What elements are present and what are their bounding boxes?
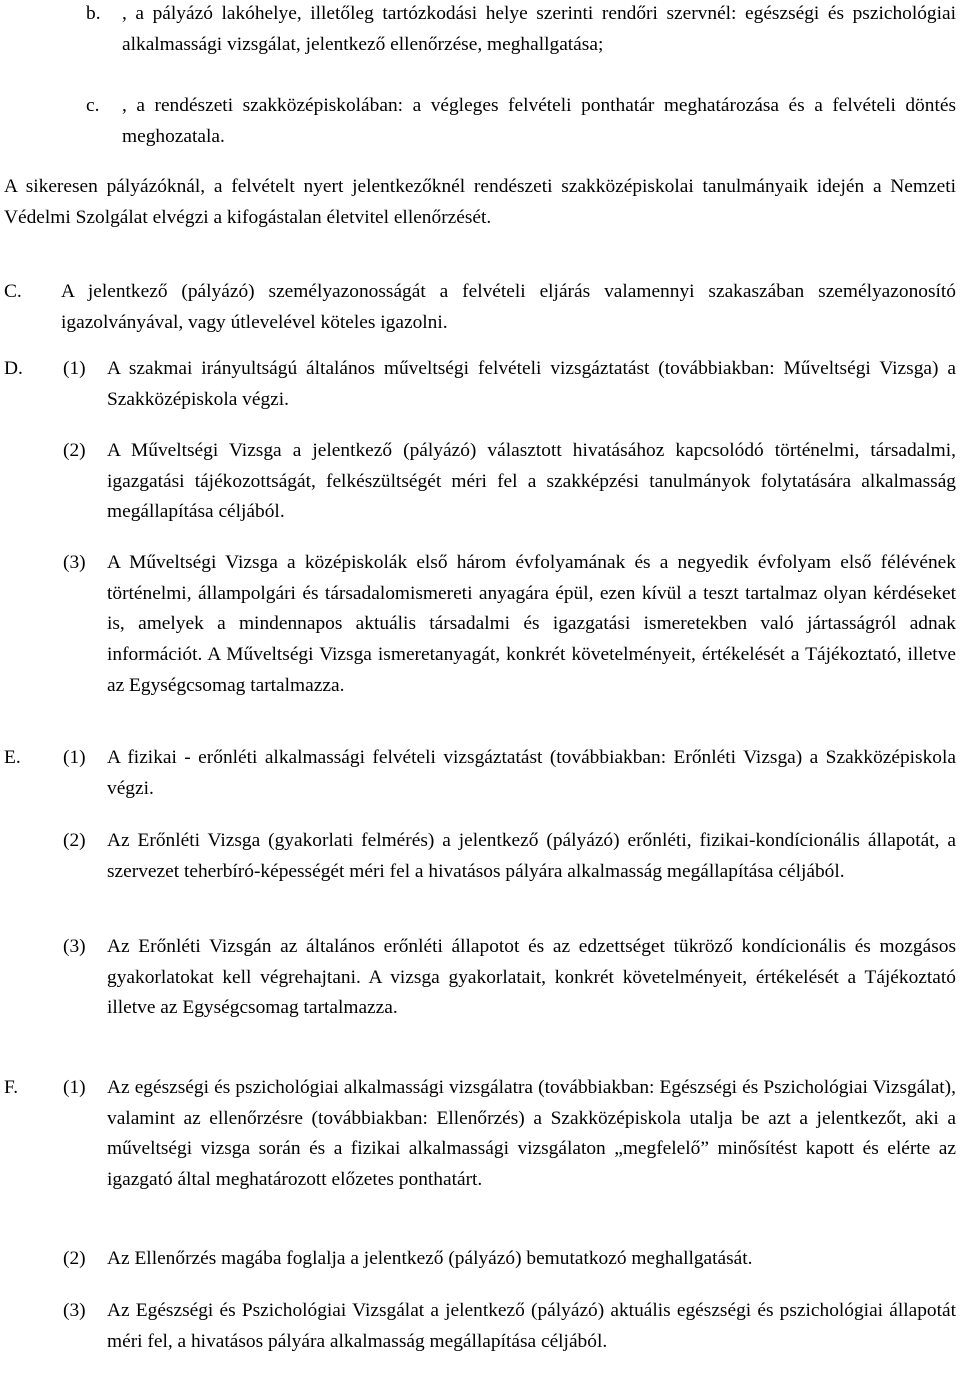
section-f-paragraph-1: [4, 1073, 956, 1196]
paragraph-text: A fizikai - erőnléti alkalmassági felvételi vizsgáztatást (továbbiakban: Erőnléti Vizsga) a Szakközépiskola végzi.: [107, 747, 956, 799]
section-text: A jelentkező (pályázó) személyazonosságát a felvételi eljárás valamennyi szakaszában személyazonosító igazolványával, vagy útlevelével köteles igazolni.: [61, 281, 956, 333]
list-item-b: [86, 0, 956, 60]
section-e-paragraph-1: [4, 743, 956, 804]
paragraph-number: (2): [63, 830, 86, 851]
paragraph-number: (1): [63, 747, 86, 768]
paragraph-number: (1): [63, 358, 86, 379]
section-f-paragraph-3: [63, 1296, 956, 1357]
section-e-paragraph-2: [63, 826, 956, 887]
paragraph-number: (1): [63, 1077, 86, 1098]
paragraph-text: A sikeresen pályázóknál, a felvételt nyert jelentkezőknél rendészeti szakközépiskolai tanulmányaik idején a Nemzeti Védelmi Szolgálat elvégzi a kifogástalan életvitel ellenőrzését.: [4, 176, 956, 228]
section-c: [4, 277, 956, 338]
list-item-c: [86, 91, 956, 152]
section-d-paragraph-2: [63, 436, 956, 528]
item-text: , a pályázó lakóhelye, illetőleg tartózkodási helye szerinti rendőri szervnél: egészségi és pszichológiai alkalmassági vizsgálat, jelentkező ellenőrzése, meghallgatása;: [122, 3, 956, 55]
paragraph-text: A Műveltségi Vizsga a jelentkező (pályázó) választott hivatásához kapcsolódó történelmi, társadalmi, igazgatási tájékozottságát, felkészültségét méri fel a szakképzési tanulmányok folytatására alkalmasság megállapítása céljából.: [107, 440, 956, 523]
section-letter: E.: [4, 747, 21, 768]
paragraph-number: (3): [63, 1300, 86, 1321]
paragraph-text: A szakmai irányultságú általános műveltségi felvételi vizsgáztatást (továbbiakban: Műveltségi Vizsga) a Szakközépiskola végzi.: [107, 358, 956, 410]
paragraph-text: Az Erőnléti Vizsga (gyakorlati felmérés) a jelentkező (pályázó) erőnléti, fizikai-kondícionális állapotát, a szervezet teherbíró-képességét méri fel a hivatásos pályára alkalmasság megállapítása céljából.: [107, 830, 956, 882]
section-e-paragraph-3: [63, 932, 956, 1024]
paragraph-text: A Műveltségi Vizsga a középiskolák első három évfolyamának és a negyedik évfolyam első félévének történelmi, állampolgári és társadalomismereti anyagára épül, ezen kívül a teszt tartalmaz olyan kérdéseket is, amelyek a mindennapos aktuális társadalmi és igazgatási ismeretekben való jártasságról adnak információt. A Műveltségi Vizsga ismeretanyagát, konkrét követelményeit, értékelését a Tájékoztató, illetve az Egységcsomag tartalmazza.: [107, 552, 956, 696]
section-f-paragraph-2: [63, 1244, 956, 1275]
paragraph-number: (2): [63, 1248, 86, 1269]
item-text: , a rendészeti szakközépiskolában: a végleges felvételi ponthatár meghatározása és a felvételi döntés meghozatala.: [122, 95, 956, 147]
paragraph-text: Az Erőnléti Vizsgán az általános erőnléti állapotot és az edzettséget tükröző kondícionális és mozgásos gyakorlatokat kell végrehajtani. A vizsga gyakorlatait, konkrét követelményeit, értékelését a Tájékoztató illetve az Egységcsomag tartalmazza.: [107, 936, 956, 1019]
section-letter: D.: [4, 358, 23, 379]
paragraph-number: (3): [63, 936, 86, 957]
paragraph-text: Az Ellenőrzés magába foglalja a jelentkező (pályázó) bemutatkozó meghallgatását.: [107, 1248, 753, 1269]
section-letter: F.: [4, 1077, 19, 1098]
section-d-paragraph-3: [63, 548, 956, 702]
section-d-paragraph-1: [4, 354, 956, 415]
item-mark: c.: [86, 95, 100, 116]
paragraph-number: (2): [63, 440, 86, 461]
paragraph-number: (3): [63, 552, 86, 573]
intro-paragraph: [4, 172, 956, 233]
section-letter: C.: [4, 281, 22, 302]
paragraph-text: Az egészségi és pszichológiai alkalmassági vizsgálatra (továbbiakban: Egészségi és Pszichológiai Vizsgálat), valamint az ellenőrzésre (továbbiakban: Ellenőrzés) a Szakközépiskola utalja be azt a jelentkezőt, aki a műveltségi vizsga során és a fizikai alkalmassági vizsgálaton „megfelelő” minősítést kapott és elérte az igazgató által meghatározott előzetes ponthatárt.: [107, 1077, 956, 1191]
paragraph-text: Az Egészségi és Pszichológiai Vizsgálat a jelentkező (pályázó) aktuális egészségi és pszichológiai állapotát méri fel, a hivatásos pályára alkalmasság megállapítása céljából.: [107, 1300, 956, 1352]
item-mark: b.: [86, 3, 101, 24]
